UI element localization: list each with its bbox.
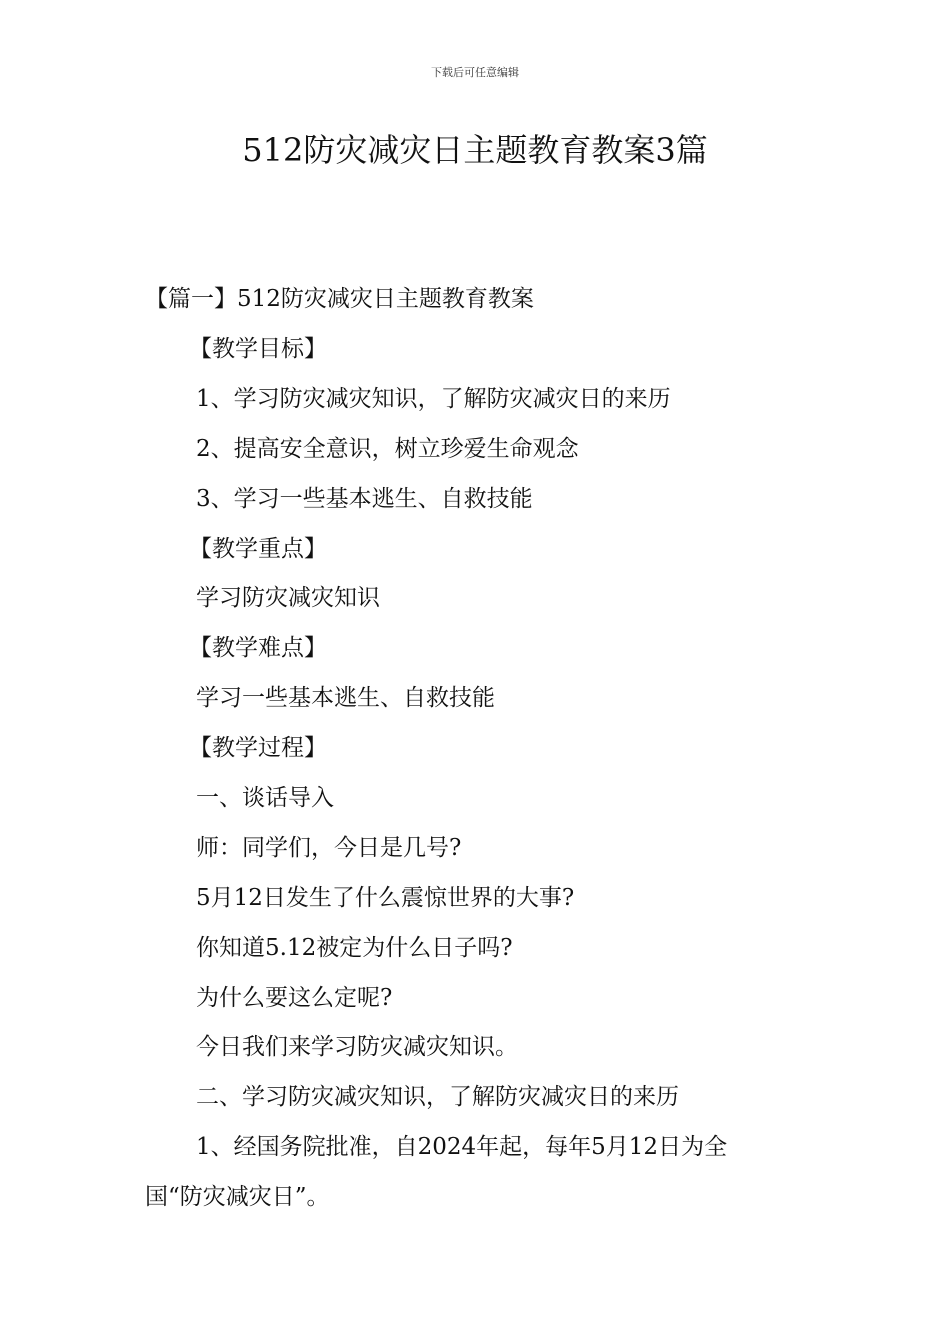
body-line: 1、学习防灾减灾知识，了解防灾减灾日的来历 [196, 385, 671, 412]
subheading-difficulties: 【教学难点】 [189, 635, 327, 662]
body-line: 为什么要这么定呢? [196, 984, 393, 1011]
section-heading: 【篇一】512防灾减灾日主题教育教案 [145, 286, 534, 312]
body-line: 2、提高安全意识，树立珍爱生命观念 [196, 435, 579, 462]
page-header-note: 下载后可任意编辑 [431, 66, 519, 79]
body-line: 1、经国务院批准，自2024年起，每年5月12日为全 [196, 1134, 728, 1161]
document-body [0, 332, 950, 1230]
body-line: 你知道5.12被定为什么日子吗? [196, 934, 513, 961]
body-line: 今日我们来学习防灾减灾知识。 [196, 1034, 518, 1061]
body-line: 二、学习防灾减灾知识，了解防灾减灾日的来历 [196, 1084, 679, 1111]
subheading-objectives: 【教学目标】 [189, 336, 327, 362]
body-line: 学习一些基本逃生、自救技能 [196, 685, 495, 712]
body-line: 学习防灾减灾知识 [196, 585, 380, 612]
subheading-process: 【教学过程】 [189, 735, 327, 762]
body-line: 5月12日发生了什么震惊世界的大事? [196, 884, 575, 911]
body-line-continuation: 国“防灾减灾日”。 [145, 1184, 330, 1211]
subheading-key-points: 【教学重点】 [189, 535, 327, 562]
body-line: 师：同学们，今日是几号? [196, 834, 462, 861]
document-title: 512防灾减灾日主题教育教案3篇 [242, 131, 708, 169]
body-line: 3、学习一些基本逃生、自救技能 [196, 485, 533, 512]
body-line: 一、谈话导入 [196, 785, 334, 812]
